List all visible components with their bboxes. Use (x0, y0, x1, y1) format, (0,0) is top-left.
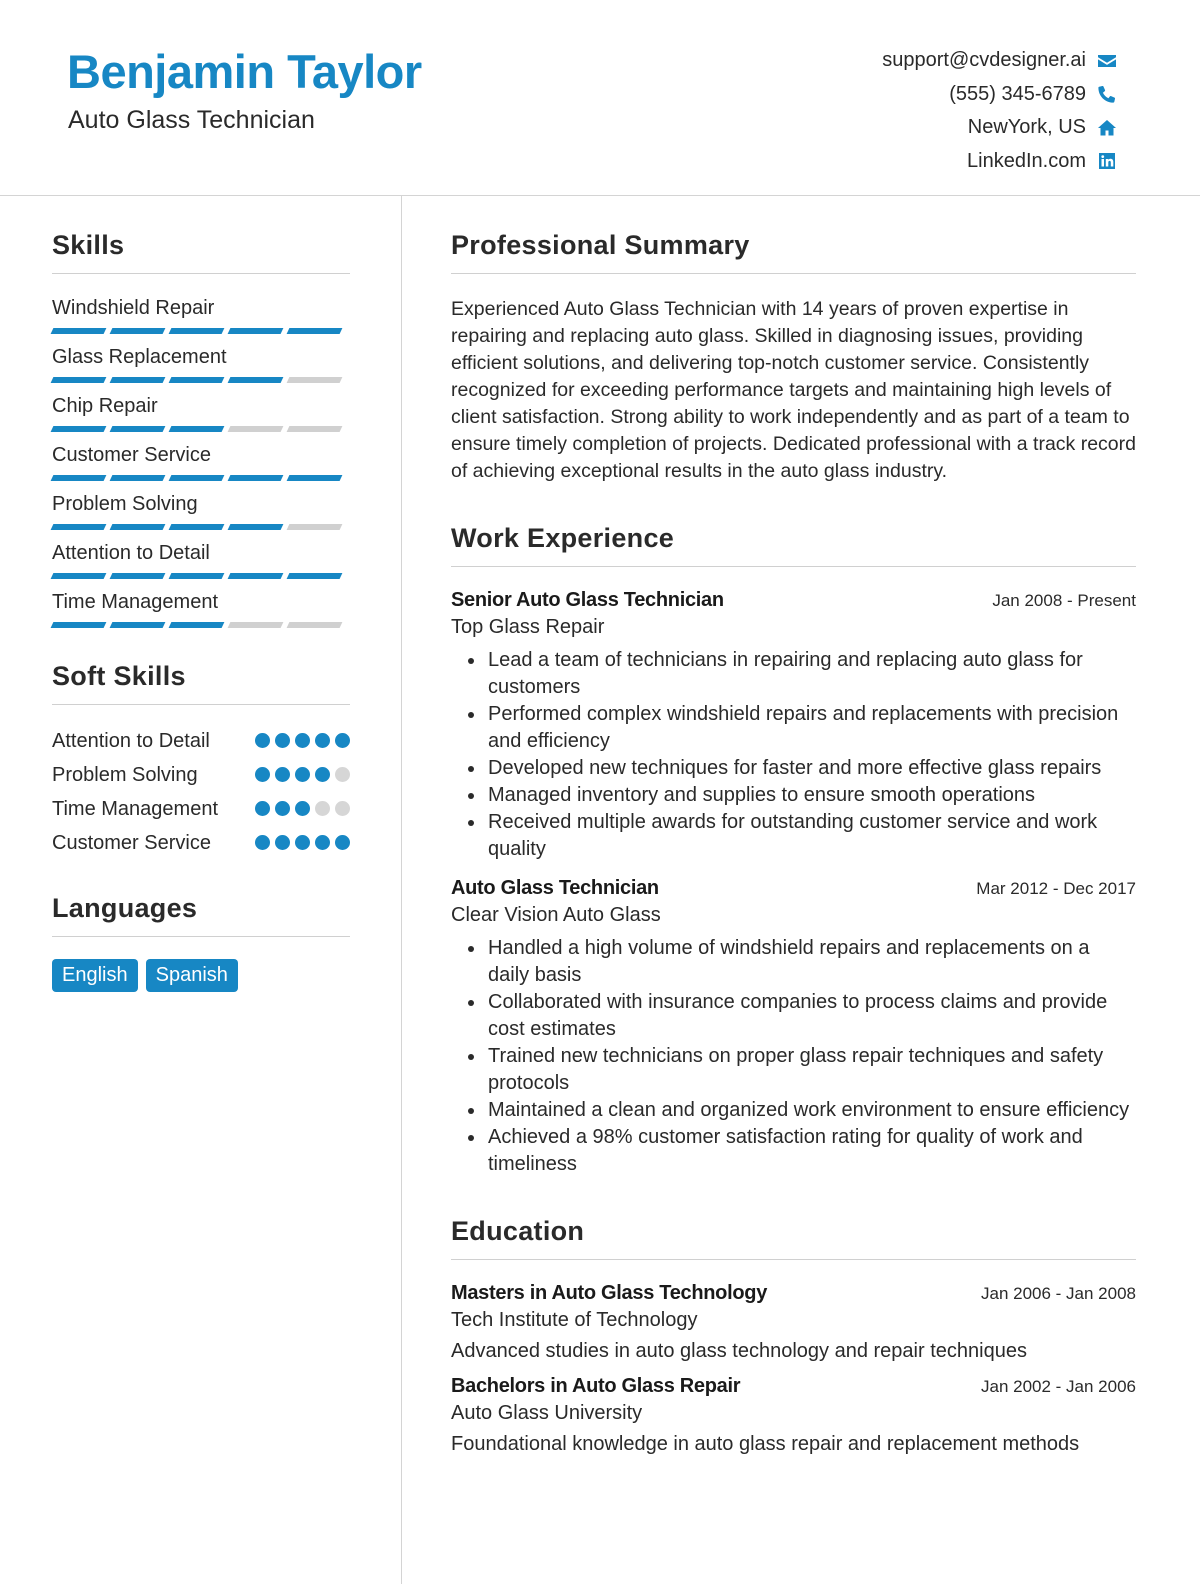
contact-location[interactable] (882, 111, 1118, 145)
education-degree: Bachelors in Auto Glass Repair (451, 1375, 741, 1397)
skill-item (52, 296, 350, 345)
job-bullet: Lead a team of technicians in repairing and replacing auto glass for customers (488, 647, 1136, 701)
rating-dot (255, 767, 270, 782)
education-school: Auto Glass University (451, 1402, 643, 1424)
education-dates: Jan 2006 - Jan 2008 (980, 1284, 1136, 1303)
job-entry (451, 589, 1136, 863)
skill-name: Windshield Repair (52, 297, 215, 319)
skill-level-segment (110, 377, 166, 383)
skill-level-segment (110, 622, 166, 628)
rating-dot (335, 767, 350, 782)
language-badge: Spanish (146, 959, 238, 992)
summary-section (451, 230, 1136, 485)
contact-phone[interactable] (882, 78, 1118, 112)
soft-skills-heading: Soft Skills (52, 661, 350, 705)
soft-skill-name: Attention to Detail (52, 730, 210, 752)
job-bullet: Managed inventory and supplies to ensure smooth operations (488, 782, 1136, 809)
summary-text: Experienced Auto Glass Technician with 14 years of proven expertise in repairing and replacing auto glass. Skilled in diagnosing issues, providing efficient solutions, and delivering top-notch customer service. Consistently recognized for exceeding performance targets and maintaining high levels of client satisfaction. Strong ability to work independently and as part of a team to ensure timely completion of projects. Dedicated professional with a track record of achieving exceptional results in the auto glass industry. (451, 298, 1136, 482)
skill-level-segment (169, 328, 225, 334)
skill-name: Glass Replacement (52, 346, 227, 368)
skill-level-segment (51, 328, 107, 334)
skill-name: Attention to Detail (52, 542, 210, 564)
skill-item (52, 345, 350, 394)
envelope-icon (1096, 50, 1118, 72)
education-header (451, 1282, 1136, 1305)
rating-dot (295, 801, 310, 816)
rating-dot (255, 733, 270, 748)
skill-level-segment (287, 573, 343, 579)
education-section (451, 1216, 1136, 1456)
skill-level-segment (228, 524, 284, 530)
rating-dot (335, 801, 350, 816)
rating-dot (315, 835, 330, 850)
skill-item (52, 590, 350, 639)
education-dates: Jan 2002 - Jan 2006 (980, 1377, 1136, 1396)
education-list (451, 1282, 1136, 1456)
soft-skill-item (52, 761, 350, 789)
education-school: Tech Institute of Technology (451, 1309, 698, 1331)
skill-item (52, 492, 350, 541)
contact-location-text: NewYork, US (967, 116, 1086, 139)
skill-level-segment (51, 377, 107, 383)
summary-heading: Professional Summary (451, 230, 1136, 274)
skill-level-segment (169, 377, 225, 383)
skill-level-segment (287, 377, 343, 383)
skill-level-segment (169, 622, 225, 628)
skill-level-bar (52, 426, 350, 432)
job-bullet: Received multiple awards for outstanding customer service and work quality (488, 809, 1136, 863)
skill-level-segment (287, 328, 343, 334)
left-column (52, 230, 350, 992)
soft-skill-rating (255, 835, 350, 850)
languages-heading: Languages (52, 893, 350, 937)
job-bullets (451, 647, 1136, 863)
candidate-name: Benjamin Taylor (67, 45, 422, 98)
skill-level-segment (51, 475, 107, 481)
skill-level-segment (169, 573, 225, 579)
skill-level-bar (52, 328, 350, 334)
contact-email[interactable] (882, 44, 1118, 78)
skills-list (52, 296, 350, 639)
home-icon (1096, 117, 1118, 139)
skill-level-segment (51, 524, 107, 530)
rating-dot (315, 733, 330, 748)
skill-level-bar (52, 622, 350, 628)
education-heading: Education (451, 1216, 1136, 1260)
job-bullets (451, 935, 1136, 1178)
skill-level-segment (228, 426, 284, 432)
rating-dot (255, 801, 270, 816)
skills-heading: Skills (52, 230, 350, 274)
soft-skill-rating (255, 733, 350, 748)
rating-dot (255, 835, 270, 850)
job-role: Senior Auto Glass Technician (451, 589, 724, 611)
skill-level-bar (52, 573, 350, 579)
skill-level-bar (52, 524, 350, 530)
rating-dot (335, 835, 350, 850)
right-column (451, 230, 1136, 1456)
education-degree: Masters in Auto Glass Technology (451, 1282, 768, 1304)
rating-dot (295, 767, 310, 782)
soft-skill-name: Customer Service (52, 832, 211, 854)
job-company: Clear Vision Auto Glass (451, 904, 661, 926)
soft-skill-rating (255, 801, 350, 816)
education-description: Advanced studies in auto glass technology and repair techniques (451, 1340, 1027, 1362)
job-bullet: Handled a high volume of windshield repairs and replacements on a daily basis (488, 935, 1136, 989)
skill-level-segment (228, 377, 284, 383)
skill-level-segment (110, 524, 166, 530)
skill-name: Time Management (52, 591, 218, 613)
skill-name: Customer Service (52, 444, 211, 466)
job-bullet: Trained new technicians on proper glass repair techniques and safety protocols (488, 1043, 1136, 1097)
rating-dot (315, 801, 330, 816)
job-header (451, 877, 1136, 900)
skill-level-segment (228, 622, 284, 628)
skill-item (52, 394, 350, 443)
education-entry (451, 1282, 1136, 1363)
job-bullet: Performed complex windshield repairs and replacements with precision and efficiency (488, 701, 1136, 755)
job-bullet: Achieved a 98% customer satisfaction rating for quality of work and timeliness (488, 1124, 1136, 1178)
skill-item (52, 443, 350, 492)
job-entry (451, 877, 1136, 1178)
resume-header (0, 0, 1200, 196)
skill-item (52, 541, 350, 590)
skills-section (52, 230, 350, 639)
skill-level-segment (110, 328, 166, 334)
soft-skill-item (52, 795, 350, 823)
contact-linkedin-text: LinkedIn.com (967, 149, 1086, 172)
rating-dot (275, 801, 290, 816)
education-entry (451, 1375, 1136, 1456)
soft-skill-name: Problem Solving (52, 764, 198, 786)
job-bullet: Collaborated with insurance companies to process claims and provide cost estimates (488, 989, 1136, 1043)
experience-section (451, 523, 1136, 1178)
skill-level-segment (51, 426, 107, 432)
skill-level-segment (51, 622, 107, 628)
job-list (451, 589, 1136, 1178)
skill-level-segment (287, 622, 343, 628)
phone-icon (1096, 83, 1118, 105)
rating-dot (275, 835, 290, 850)
skill-level-segment (228, 328, 284, 334)
contact-linkedin[interactable] (882, 145, 1118, 179)
rating-dot (315, 767, 330, 782)
rating-dot (335, 733, 350, 748)
contact-list (882, 44, 1118, 178)
job-role: Auto Glass Technician (451, 877, 659, 899)
education-header (451, 1375, 1136, 1398)
job-bullet: Developed new techniques for faster and more effective glass repairs (488, 755, 1136, 782)
language-badge: English (52, 959, 138, 992)
education-description: Foundational knowledge in auto glass repair and replacement methods (451, 1433, 1080, 1455)
skill-level-segment (51, 573, 107, 579)
soft-skill-item (52, 727, 350, 755)
rating-dot (295, 733, 310, 748)
job-dates: Jan 2008 - Present (992, 591, 1136, 610)
skill-level-segment (110, 426, 166, 432)
rating-dot (275, 767, 290, 782)
skill-name: Problem Solving (52, 493, 198, 515)
skill-level-bar (52, 475, 350, 481)
skill-level-segment (228, 573, 284, 579)
linkedin-icon (1096, 150, 1118, 172)
candidate-title: Auto Glass Technician (68, 106, 315, 134)
contact-phone-text: (555) 345-6789 (949, 82, 1086, 105)
skill-level-segment (169, 475, 225, 481)
soft-skills-list (52, 727, 350, 857)
skill-level-segment (287, 475, 343, 481)
languages-list (52, 959, 350, 992)
rating-dot (275, 733, 290, 748)
rating-dot (295, 835, 310, 850)
soft-skills-section (52, 661, 350, 857)
soft-skill-item (52, 829, 350, 857)
skill-level-segment (169, 426, 225, 432)
column-divider (401, 196, 402, 1584)
experience-heading: Work Experience (451, 523, 1136, 567)
skill-name: Chip Repair (52, 395, 158, 417)
soft-skill-rating (255, 767, 350, 782)
skill-level-segment (287, 524, 343, 530)
contact-email-text: support@cvdesigner.ai (882, 49, 1086, 72)
skill-level-segment (169, 524, 225, 530)
skill-level-segment (110, 475, 166, 481)
job-header (451, 589, 1136, 612)
soft-skill-name: Time Management (52, 798, 218, 820)
job-company: Top Glass Repair (451, 616, 605, 638)
job-bullet: Maintained a clean and organized work environment to ensure efficiency (488, 1097, 1136, 1124)
skill-level-segment (228, 475, 284, 481)
skill-level-segment (110, 573, 166, 579)
job-dates: Mar 2012 - Dec 2017 (976, 879, 1136, 898)
skill-level-bar (52, 377, 350, 383)
skill-level-segment (287, 426, 343, 432)
languages-section (52, 893, 350, 992)
